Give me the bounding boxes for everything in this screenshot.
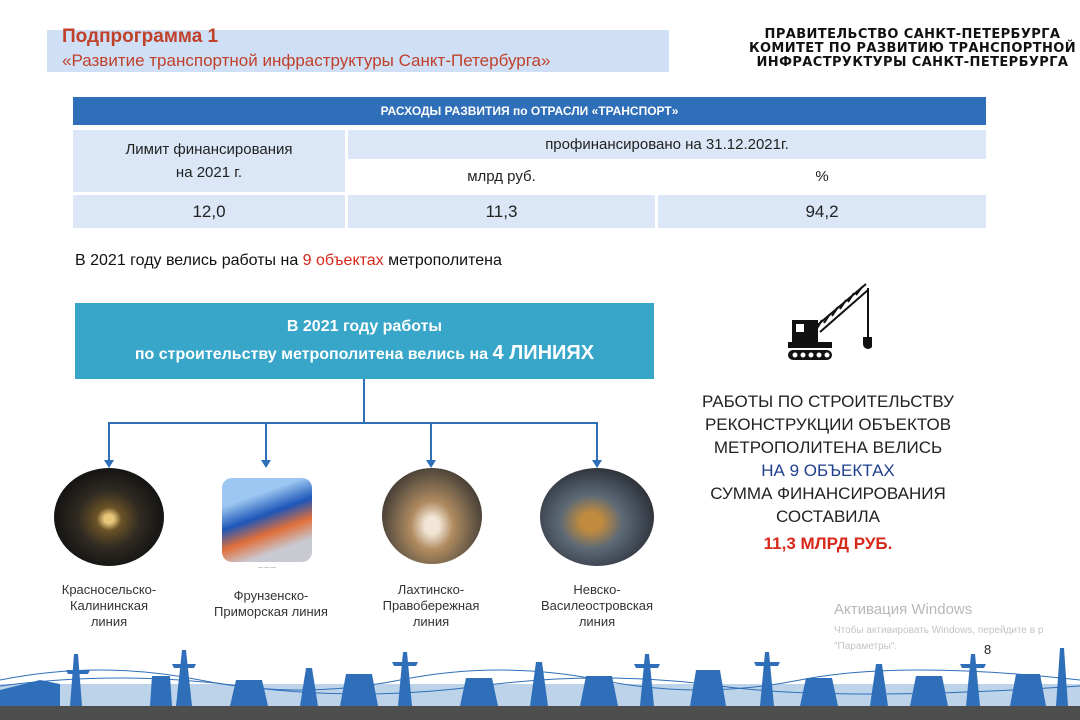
windows-activation-line-2: "Параметры".	[834, 641, 898, 652]
summary-text	[676, 390, 980, 555]
table-heading: РАСХОДЫ РАЗВИТИЯ по ОТРАСЛИ «ТРАНСПОРТ»	[73, 97, 986, 125]
arrow-4	[592, 460, 602, 468]
tree-trunk	[363, 379, 365, 423]
arrow-1	[104, 460, 114, 468]
bottom-bar	[0, 706, 1080, 720]
summary-objects-count: НА 9 ОБЪЕКТАХ	[761, 461, 895, 480]
line-3-text-1: Лахтинско-	[397, 582, 465, 597]
construction-photo-4	[540, 468, 654, 566]
line-2-text-1: Фрунзенско-	[233, 588, 309, 603]
line-2-text-2: Приморская линия	[214, 604, 328, 619]
lead-suffix: метрополитена	[383, 252, 502, 269]
arrow-2	[261, 460, 271, 468]
org-line-1: ПРАВИТЕЛЬСТВО САНКТ-ПЕТЕРБУРГА	[764, 27, 1061, 42]
limit-value-cell: 12,0	[73, 195, 345, 228]
financed-header-cell: профинансировано на 31.12.2021г.	[348, 130, 986, 159]
line-1-text-1: Красносельско-	[61, 582, 157, 597]
line-label-4	[527, 582, 667, 630]
lead-prefix: В 2021 году велись работы на	[75, 252, 303, 269]
line-1-text-2: Калининская	[69, 598, 148, 613]
crane-icon	[786, 280, 872, 364]
line-4-text-1: Невско-	[573, 582, 621, 597]
windows-activation-title: Активация Windows	[834, 601, 973, 618]
city-skyline-decoration	[0, 640, 1080, 706]
summary-line-3: МЕТРОПОЛИТЕНА ВЕЛИСЬ	[713, 438, 943, 457]
windows-activation-line-1: Чтобы активировать Windows, перейдите в р	[834, 625, 1044, 636]
subprogram-title: Подпрограмма 1	[62, 26, 219, 47]
org-line-3: ИНФРАСТРУКТУРЫ САНКТ-ПЕТЕРБУРГА	[756, 55, 1069, 70]
lead-sentence	[75, 252, 502, 270]
lines-banner	[75, 303, 654, 379]
summary-line-1: РАБОТЫ ПО СТРОИТЕЛЬСТВУ	[702, 392, 954, 411]
tree-branch	[108, 422, 597, 424]
station-photo-2	[222, 478, 312, 562]
banner-line-1: В 2021 году работы	[286, 318, 443, 335]
lead-highlight: 9 объектах	[302, 252, 384, 269]
branch-1	[108, 422, 110, 462]
line-4-text-2: Василеостровская	[540, 598, 654, 613]
line-4-text-3: линия	[578, 614, 616, 629]
unit-header-cell: млрд руб.	[348, 161, 655, 192]
limit-header-cell	[73, 130, 345, 192]
branch-2	[265, 422, 267, 462]
summary-line-6: СОСТАВИЛА	[775, 507, 881, 526]
page-number: 8	[984, 642, 992, 657]
org-line-2: КОМИТЕТ ПО РАЗВИТИЮ ТРАНСПОРТНОЙ	[748, 41, 1076, 56]
line-3-text-2: Правобережная	[382, 598, 480, 613]
percent-header-cell: %	[658, 161, 986, 192]
tunnel-photo-3	[382, 468, 482, 564]
subprogram-subtitle: «Развитие транспортной инфраструктуры Санкт-Петербурга»	[62, 51, 551, 70]
summary-line-5: СУММА ФИНАНСИРОВАНИЯ	[710, 484, 946, 503]
tunnel-photo-1	[54, 468, 164, 566]
line-1-text-3: линия	[90, 614, 128, 629]
organization-block	[749, 28, 1076, 70]
limit-header-line-2: на 2021 г.	[175, 164, 243, 181]
banner-line-2	[75, 340, 654, 368]
line-label-1	[39, 582, 179, 630]
limit-header-line-1: Лимит финансирования	[125, 141, 293, 158]
percent-value-cell: 94,2	[658, 195, 986, 228]
arrow-3	[426, 460, 436, 468]
banner-line-2-count: 4 ЛИНИЯХ	[492, 342, 595, 364]
branch-3	[430, 422, 432, 462]
branch-4	[596, 422, 598, 462]
summary-amount: 11,3 МЛРД РУБ.	[763, 534, 893, 553]
summary-line-2: РЕКОНСТРУКЦИИ ОБЪЕКТОВ	[704, 415, 952, 434]
financed-value-cell: 11,3	[348, 195, 655, 228]
line-label-2	[201, 588, 341, 620]
photo-caption: — — —	[258, 565, 276, 571]
banner-line-2-prefix: по строительству метрополитена велись на	[134, 346, 493, 363]
line-3-text-3: линия	[412, 614, 450, 629]
line-label-3	[361, 582, 501, 630]
